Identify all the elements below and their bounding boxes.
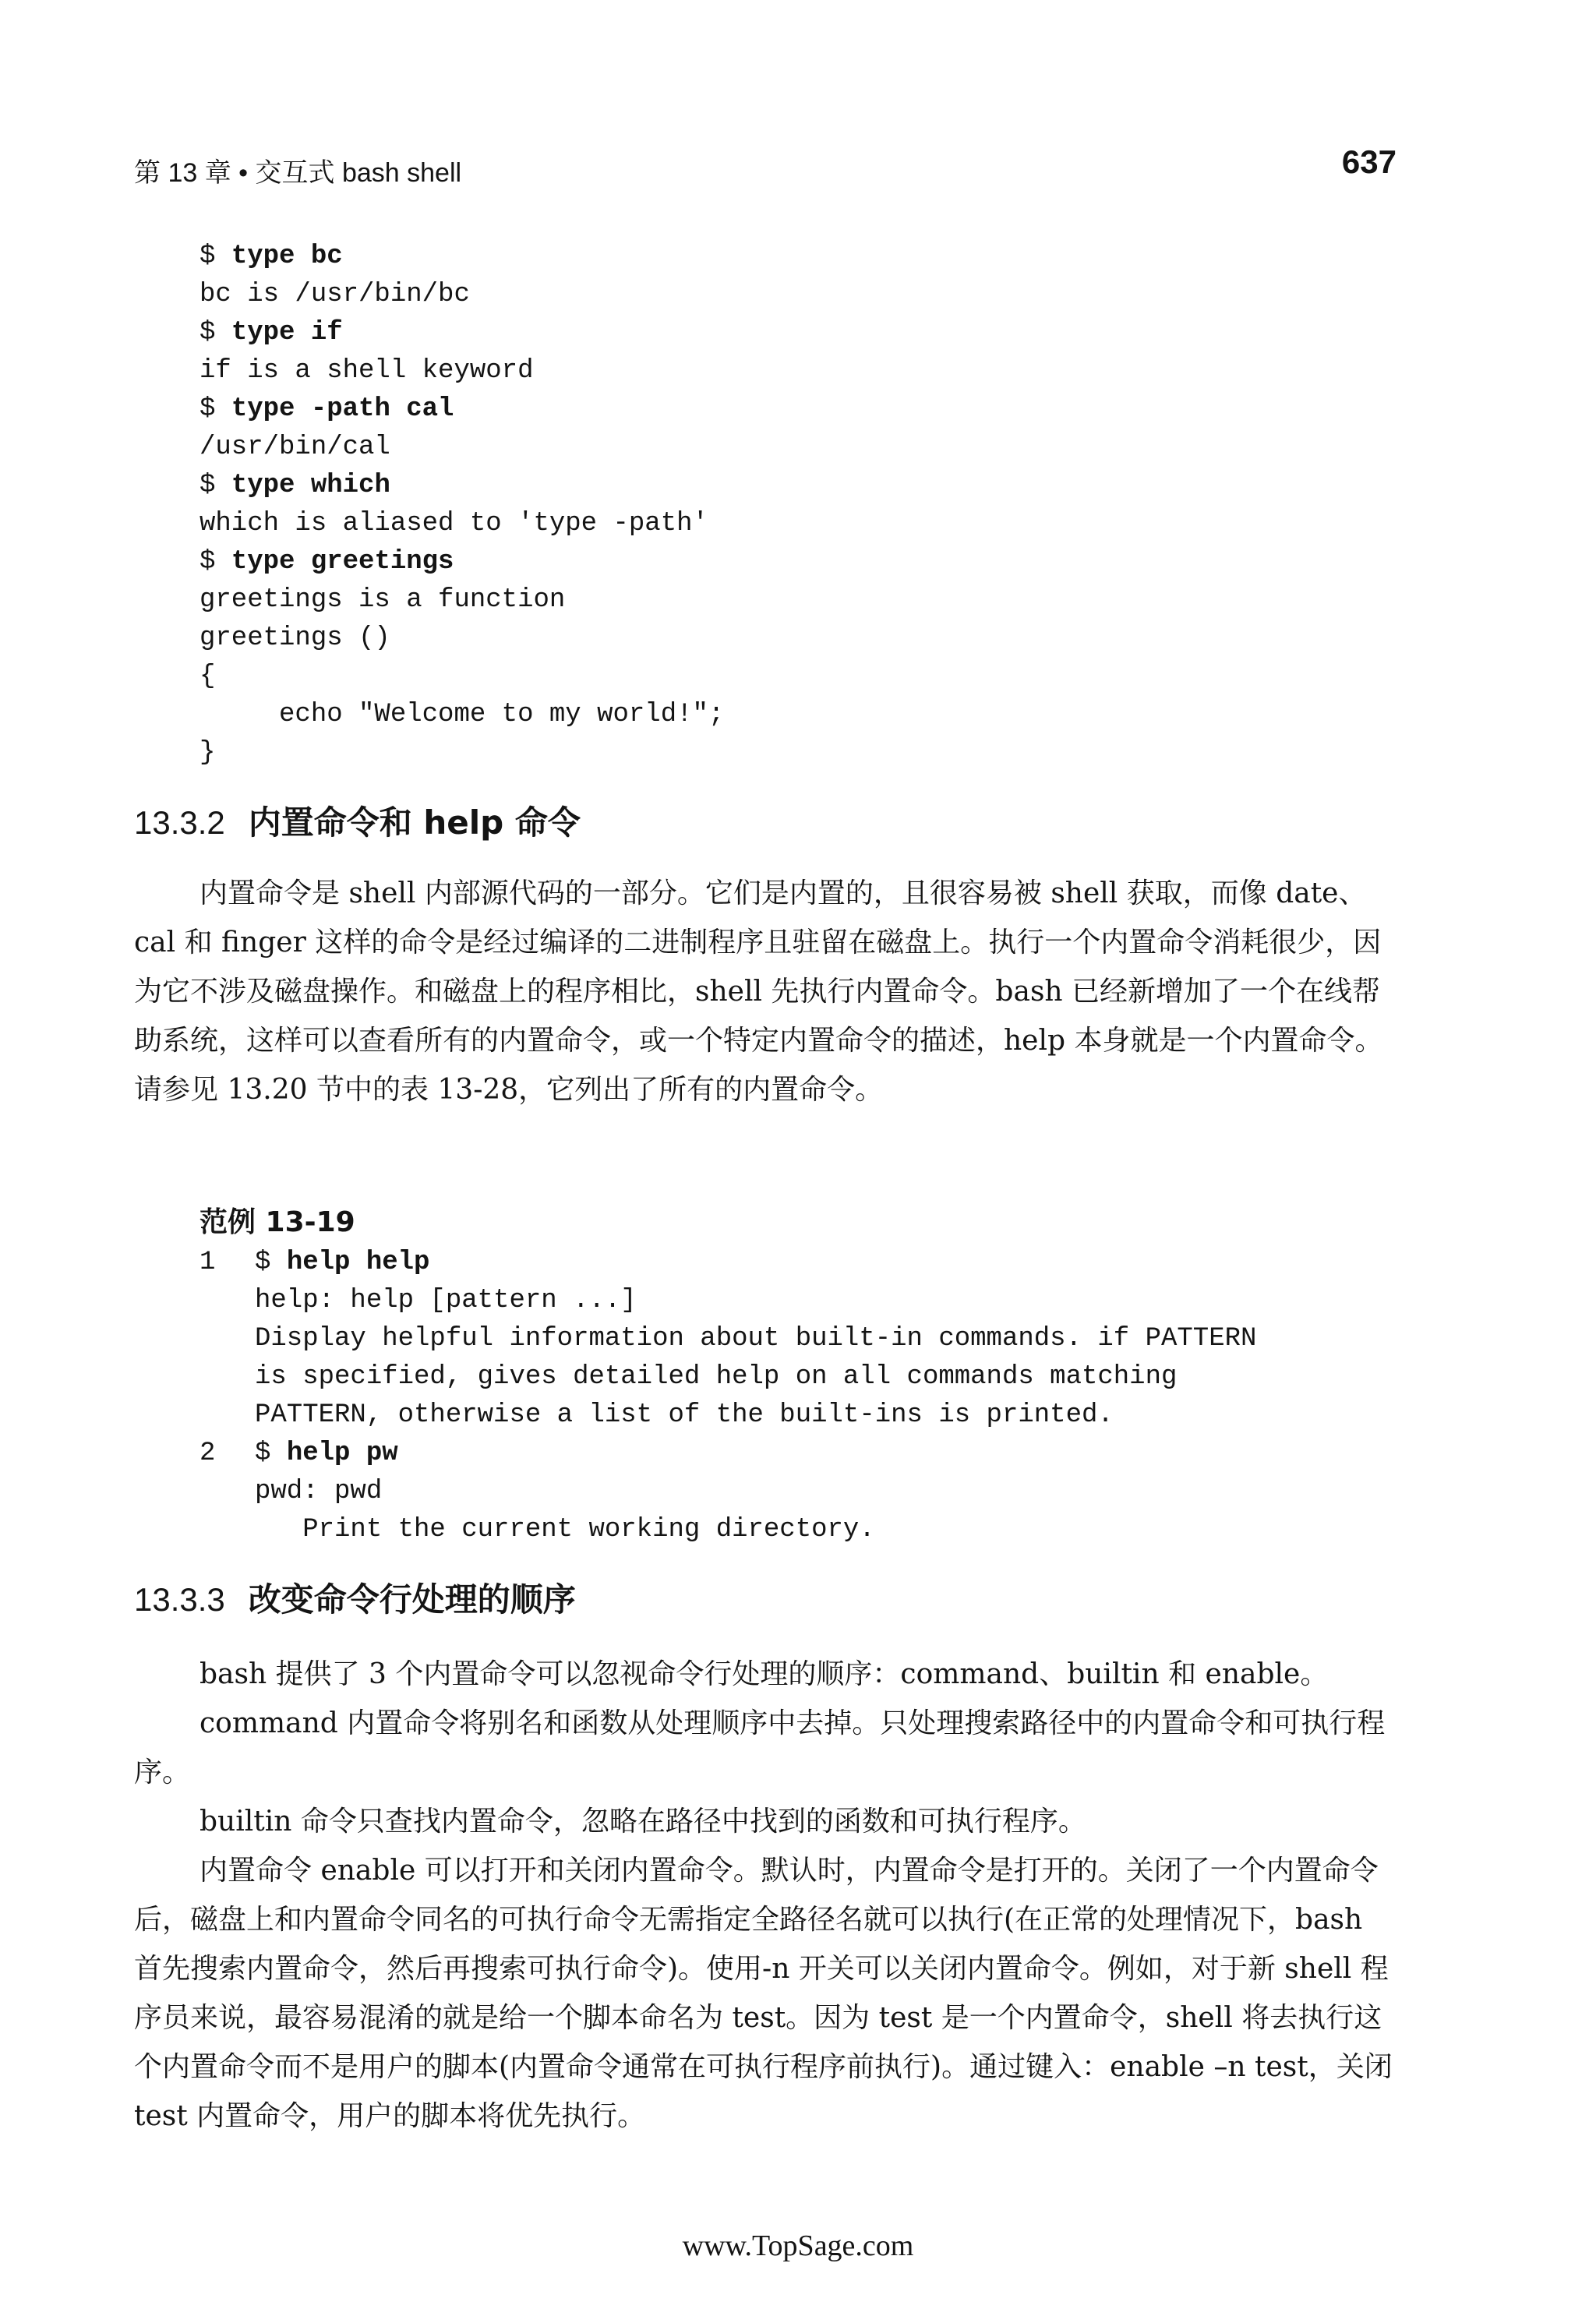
code-line [200,620,724,658]
code-command: type if [231,318,343,348]
code-text: $ [255,1439,287,1468]
section-title: 改变命令行处理的顺序 [248,1580,576,1619]
code-text: Print the current working directory. [255,1515,875,1545]
code-line [200,543,724,581]
example-code-line [255,1396,1114,1435]
example-title: 范例 13-19 [200,1206,355,1238]
page-number: 637 [1341,143,1396,180]
example-code-line [255,1358,1177,1396]
section-number: 13.3.2 [134,804,225,841]
code-text: $ [255,1248,287,1277]
code-text: echo "Welcome to my world!"; [200,700,725,729]
code-text: $ [200,547,231,577]
paragraph-builtin-command: builtin 命令只查找内置命令，忽略在路径中找到的函数和可执行程序。 [200,1806,1086,1838]
code-command: type which [231,471,390,500]
code-command: help pw [286,1439,398,1468]
example-code-line [255,1473,382,1511]
example-line-number: 1 [200,1248,216,1277]
code-text: /usr/bin/cal [200,432,390,462]
code-text: } [200,738,216,768]
code-command: help help [286,1248,430,1277]
code-block-type-examples [200,238,724,772]
paragraph-three-builtins: bash 提供了 3 个内置命令可以忽视命令行处理的顺序：command、builtin 和 enable。 [200,1658,1329,1690]
code-line [200,658,724,696]
code-text: $ [200,394,231,424]
code-text: pwd: pwd [255,1477,383,1506]
example-code-line [255,1435,398,1473]
code-line [200,276,724,314]
paragraph-enable-command: 内置命令 enable 可以打开和关闭内置命令。默认时，内置命令是打开的。关闭了一个内置命令后，磁盘上和内置命令同名的可执行命令无需指定全路径名就可以执行(在正常的处理情况下，bash 首先搜索内置命令，然后再搜索可执行命令)。使用-n 开关可以关闭内置命令。例如，对于新 shell 程序员来说，最容易混淆的就是给一个脚本命名为 test。因为 test 是一个内置命令，shell 将去执行这个内置命令而不是用户的脚本(内置命令通常在可执行程序前执行)。通过键入：enable –n test，关闭 test 内置命令，用户的脚本将优先执行。 [134,1855,1393,2132]
code-line [200,734,724,772]
code-text: PATTERN, otherwise a list of the built-ins is printed. [255,1400,1114,1430]
code-text: $ [200,242,231,271]
code-text: bc is /usr/bin/bc [200,280,470,309]
section-number: 13.3.3 [134,1581,225,1618]
code-text: if is a shell keyword [200,356,534,386]
paragraph-command-builtin: command 内置命令将别名和函数从处理顺序中去掉。只处理搜索路径中的内置命令和可执行程序。 [134,1707,1386,1788]
code-line [200,390,724,429]
code-text: is specified, gives detailed help on all commands matching [255,1362,1178,1392]
example-code-line [255,1320,1256,1358]
code-command: type greetings [231,547,454,577]
example-line-number: 2 [200,1439,216,1468]
code-line [200,696,724,734]
code-text: Display helpful information about built-in commands. if PATTERN [255,1324,1257,1354]
section-heading-13-3-2 [134,797,581,844]
code-text: greetings () [200,623,390,653]
footer-watermark: www.TopSage.com [682,2230,914,2262]
code-text: $ [200,318,231,348]
paragraph-builtin-intro: 内置命令是 shell 内部源代码的一部分。它们是内置的，且很容易被 shell 获取，而像 date、cal 和 finger 这样的命令是经过编译的二进制程序且驻留在磁盘上。执行一个内置命令消耗很少，因为它不涉及磁盘操作。和磁盘上的程序相比，shell 先执行内置命令。bash 已经新增加了一个在线帮助系统，这样可以查看所有的内置命令，或一个特定内置命令的描述，help 本身就是一个内置命令。请参见 13.20 节中的表 13-28，它列出了所有的内置命令。 [134,877,1383,1106]
chapter-title: 第 13 章 • 交互式 bash shell [134,158,462,188]
code-command: type -path cal [231,394,454,424]
code-line [200,352,724,390]
example-code-line [255,1244,429,1282]
code-line [200,429,724,467]
code-text: { [200,662,216,691]
code-line [200,314,724,352]
example-code-line [255,1511,875,1549]
code-text: $ [200,471,231,500]
code-text: which is aliased to 'type -path' [200,509,708,538]
example-code-line [255,1282,637,1320]
code-line [200,505,724,543]
section-heading-13-3-3 [134,1574,576,1621]
code-line [200,581,724,620]
code-line [200,238,724,276]
section-title: 内置命令和 help 命令 [248,803,581,842]
code-text: greetings is a function [200,585,566,615]
code-line [200,467,724,505]
code-text: help: help [pattern ...] [255,1286,637,1315]
page-header [134,143,1396,190]
code-command: type bc [231,242,343,271]
